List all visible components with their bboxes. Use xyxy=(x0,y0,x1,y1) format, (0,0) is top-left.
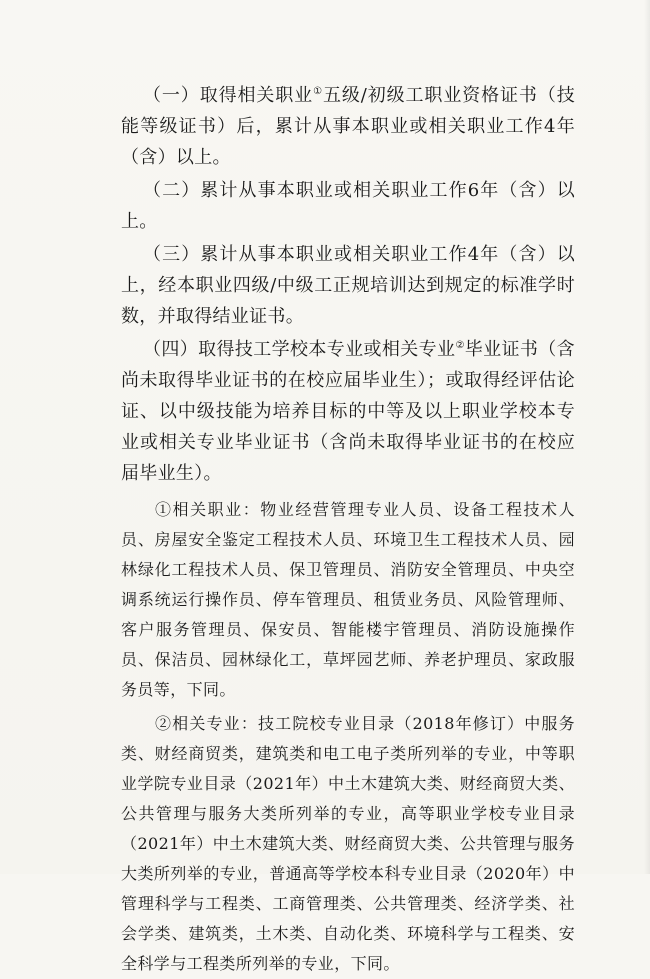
footnote-related-majors: ②相关专业：技工院校专业目录（2018年修订）中服务类、财经商贸类，建筑类和电工电子类所列举的专业，中等职业学院专业目录（2021年）中土木建筑大类、财经商贸大类、公共管理与服务大类所列举的专业，高等职业学校专业目录（2021年）中土木建筑大类、财经商贸大类、公共管理与服务大类所列举的专业，普通高等学校本科专业目录（2020年）中管理科学与工程类、工商管理类、公共管理类、经济学类、社会学类、建筑类，土木类、自动化类、环境科学与工程类、安全科学与工程类所列举的专业，下同。 xyxy=(121,714,575,973)
paragraph-4-text-after: 毕业证书（含尚未取得毕业证书的在校应届毕业生）；或取得经评估论证、以中级技能为培养目标的中等及以上职业学校本专业或相关专业毕业证书（含尚未取得毕业证书的在校应届毕业生）。 xyxy=(121,339,575,484)
paragraph-1-text-before: （一）取得相关职业 xyxy=(143,85,314,106)
paragraph-2: （二）累计从事本职业或相关职业工作6年（含）以上。 xyxy=(121,180,575,232)
footnote-marker-1: ① xyxy=(313,86,323,97)
paragraph-4 xyxy=(121,334,575,489)
document-body xyxy=(121,80,575,979)
page-edge-shadow xyxy=(644,0,650,874)
paragraph-1 xyxy=(121,80,575,173)
paragraph-3: （三）累计从事本职业或相关职业工作4年（含）以上，经本职业四级/中级工正规培训达到规定的标准学时数，并取得结业证书。 xyxy=(121,244,575,327)
paragraph-1-text-after: 五级/初级工职业资格证书（技能等级证书）后，累计从事本职业或相关职业工作4年（含）以上。 xyxy=(121,85,576,168)
footnote-related-occupations: ①相关职业：物业经营管理专业人员、设备工程技术人员、房屋安全鉴定工程技术人员、环境卫生工程技术人员、园林绿化工程技术人员、保卫管理员、消防安全管理员、中央空调系统运行操作员、停车管理员、租赁业务员、风险管理师、客户服务管理员、保安员、智能楼宇管理员、消防设施操作员、保洁员、园林绿化工，草坪园艺师、养老护理员、家政服务员等，下同。 xyxy=(121,500,575,699)
paragraph-4-text-before: （四）取得技工学校本专业或相关专业 xyxy=(143,339,456,360)
footnote-marker-2: ② xyxy=(455,340,465,351)
